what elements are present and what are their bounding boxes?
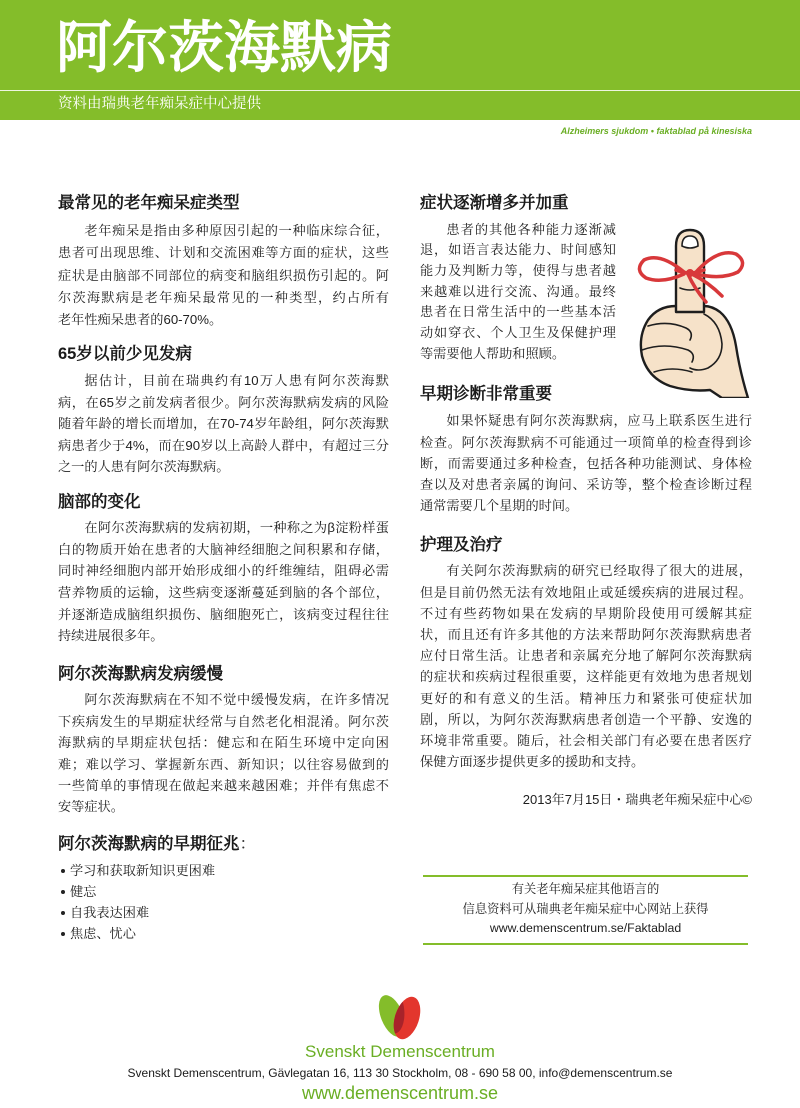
bullet-icon <box>61 911 65 915</box>
factsheet-link[interactable]: www.demenscentrum.se/Faktablad <box>489 921 682 935</box>
list-item-text: 学习和获取新知识更困难 <box>70 862 216 878</box>
info-box-bottom-rule <box>423 943 748 945</box>
info-box-top-rule <box>423 875 748 877</box>
paragraph-line: 据估计，目前在瑞典约有10万人患有阿尔茨海默 <box>84 373 389 389</box>
paragraph-line: 难；难以学习、掌握新东西、新知识；以往容易做到的 <box>58 756 389 772</box>
info-box <box>423 880 748 939</box>
paragraph-line: 营养物质的运输，这些病变逐渐蔓延到脑的各个部位， <box>58 584 389 600</box>
publication-date: 2013年7月15日・瑞典老年痴呆症中心© <box>522 792 752 807</box>
paragraph-care-treatment <box>420 560 752 772</box>
list-item-text: 自我表达困难 <box>70 904 150 920</box>
paragraph-progression <box>420 220 616 365</box>
early-signs-list <box>58 860 388 944</box>
bullet-icon <box>61 869 65 873</box>
paragraph-slow-onset <box>58 689 389 817</box>
paragraph-line: 下疾病发生的早期症状经常与自然老化相混淆。阿尔茨 <box>58 713 389 729</box>
factsheet-tagline: Alzheimers sjukdom • faktablad på kinesiska <box>560 126 752 136</box>
paragraph-line: 状，而且还有许多其他的方法来帮助阿尔茨海默病患者 <box>420 627 752 642</box>
info-box-line: 有关老年痴呆症其他语言的 <box>511 882 660 896</box>
paragraph-line: 等需要他人帮助和照顾。 <box>420 345 566 361</box>
paragraph-line: 退，如语言表达能力、时间感知 <box>420 242 616 258</box>
list-item-text: 焦虑、忧心 <box>70 925 136 941</box>
section-heading-common-type: 最常见的老年痴呆症类型 <box>58 194 240 212</box>
paragraph-line: 不过有些药物如果在发病的早期阶段使用可缓解其症 <box>420 605 752 621</box>
page-title: 阿尔茨海默病 <box>56 16 392 79</box>
paragraph-line: 患者可出现思维、计划和交流困难等方面的症状，这些 <box>58 245 389 261</box>
paragraph-line: 通常需要几个星期的时间。 <box>420 498 579 514</box>
paragraph-line: 同时神经细胞内部开始形成细小的纤维缠结，阻碍必需 <box>58 563 389 579</box>
finger-ribbon-reminder-icon <box>624 222 752 398</box>
info-box-line: 信息资料可从瑞典老年痴呆症中心网站上获得 <box>462 901 709 916</box>
list-item <box>58 923 388 944</box>
paragraph-line: 来越难以进行交流、沟通。最终 <box>420 283 616 299</box>
website-link[interactable]: www.demenscentrum.se <box>301 1083 499 1103</box>
paragraph-line: 白的物质开始在患者的大脑神经细胞之间积累和存储， <box>58 541 389 557</box>
paragraph-line: 老年痴呆是指由多种原因引起的一种临床综合征， <box>84 223 389 238</box>
paragraph-line: 有关阿尔茨海默病的研究已经取得了很大的进展， <box>446 563 752 579</box>
paragraph-line: 应付日常生活。让患者和亲属充分地了解阿尔茨海默病 <box>420 648 752 664</box>
paragraph-line: 安等症状。 <box>58 799 124 815</box>
organization-name: Svenskt Demenscentrum <box>305 1042 495 1061</box>
paragraph-line: 持续进展很多年。 <box>58 628 164 644</box>
fingernail-shape <box>682 236 698 248</box>
paragraph-line: 病，在65岁之前发病者很少。阿尔茨海默病发病的风险 <box>58 394 389 410</box>
paragraph-line: 症状是由脑部不同部位的病变和脑组织损伤引起的。阿 <box>58 267 389 283</box>
paragraph-early-diagnosis <box>420 410 752 516</box>
fist-shape <box>641 306 748 398</box>
organization-address: Svenskt Demenscentrum, Gävlegatan 16, 113 30 Stockholm, 08 - 690 58 00, info@demenscentrum.se <box>127 1066 673 1080</box>
paragraph-line: 断，而需要通过多种检查，包括各种功能测试、身体检 <box>420 455 752 471</box>
early-signs-heading-text: 阿尔茨海默病的早期征兆 <box>58 835 240 853</box>
section-heading-brain-changes: 脑部的变化 <box>58 493 141 511</box>
list-item <box>58 902 388 923</box>
paragraph-line: 尔茨海默病是老年痴呆最常见的一种类型，约占所有 <box>58 289 389 305</box>
list-item-text: 健忘 <box>70 883 97 899</box>
paragraph-line: 一些简单的事情现在做起来越来越困难；并伴有焦虑不 <box>58 777 389 793</box>
header-divider <box>0 90 800 91</box>
paragraph-onset-age <box>58 370 389 478</box>
paragraph-line: 并逐渐造成脑组织损伤、脑细胞死亡，该病变过程往往 <box>58 606 389 622</box>
paragraph-line: 病患者少于4%，而在90岁以上高龄人群中，有超过三分 <box>58 437 389 453</box>
early-signs-heading-colon: ： <box>239 835 256 853</box>
paragraph-line: 海默病的早期症状包括：健忘和在陌生环境中定向困 <box>58 735 389 751</box>
list-item <box>58 860 388 881</box>
paragraph-line: 在阿尔茨海默病的发病初期，一种称之为β淀粉样蛋 <box>84 520 389 536</box>
section-heading-slow-onset: 阿尔茨海默病发病缓慢 <box>58 665 223 683</box>
bullet-icon <box>61 932 65 936</box>
section-heading-progression: 症状逐渐增多并加重 <box>420 194 569 212</box>
paragraph-line: 剧，所以，为阿尔茨海默病患者创造一个平静、安逸的 <box>420 711 752 727</box>
paragraph-line: 的症状和疾病过程很重要，这样能更有效地为患者规划 <box>420 669 752 685</box>
bullet-icon <box>61 890 65 894</box>
paragraph-line: 环境非常重要。随后，社会相关部门有必要在患者医疗 <box>420 733 752 749</box>
paragraph-brain-changes <box>58 517 389 647</box>
paragraph-line: 老年性痴呆患者的60-70%。 <box>58 312 223 327</box>
section-heading-early-signs <box>58 834 256 854</box>
ribbon-knot <box>686 269 694 277</box>
paragraph-line: 如果怀疑患有阿尔茨海默病，应马上联系医生进行 <box>446 413 752 429</box>
paragraph-line: 更好的和有意义的生活。精神压力和紧张可使症状加 <box>420 690 752 706</box>
section-heading-care-treatment: 护理及治疗 <box>420 536 503 554</box>
paragraph-common-type <box>58 220 389 331</box>
paragraph-line: 检查。阿尔茨海默病不可能通过一项简单的检查得到诊 <box>420 434 752 450</box>
paragraph-line: 阿尔茨海默病在不知不觉中缓慢发病，在许多情况 <box>84 692 389 708</box>
paragraph-line: 能力及判断力等，使得与患者越 <box>420 263 616 279</box>
section-heading-early-diagnosis: 早期诊断非常重要 <box>420 385 552 403</box>
paragraph-line: 动如穿衣、个人卫生及保健护理 <box>420 325 616 341</box>
paragraph-line: 患者在日常生活中的一些基本活 <box>420 304 616 320</box>
page-subtitle: 资料由瑞典老年痴呆症中心提供 <box>58 96 261 112</box>
paragraph-line: 患者的其他各种能力逐渐减 <box>446 221 616 237</box>
heart-leaves-logo-icon <box>376 992 424 1042</box>
section-heading-onset-age: 65岁以前少见发病 <box>58 345 192 363</box>
paragraph-line: 但是目前仍然无法有效地阻止或延缓疾病的进展过程。 <box>420 584 752 600</box>
paragraph-line: 查以及对患者亲属的询问、采访等，整个检查诊断过程 <box>420 477 752 493</box>
list-item <box>58 881 388 902</box>
paragraph-line: 之一的人患有阿尔茨海默病。 <box>58 459 230 475</box>
paragraph-line: 随着年龄的增长而增加，在70-74岁年龄组，阿尔茨海默 <box>58 416 389 432</box>
paragraph-line: 保健方面逐步提供更多的援助和支持。 <box>420 754 645 770</box>
